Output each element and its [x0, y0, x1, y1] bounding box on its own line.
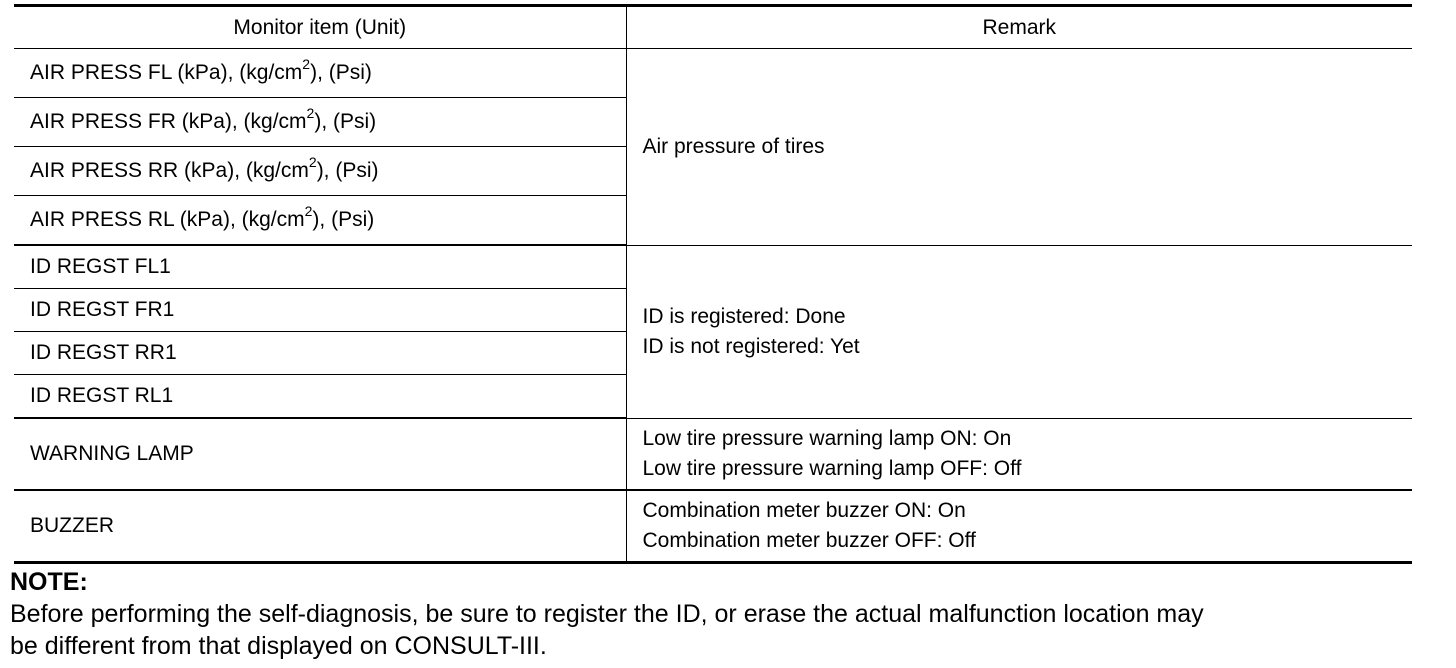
id-regst-fr1-item: ID REGST FR1	[14, 289, 626, 332]
note-line-1: Before performing the self-diagnosis, be sure to register the ID, or erase the actual malfunction location may	[10, 600, 1204, 628]
air-press-fr-item: AIR PRESS FR (kPa), $(kg/cm^2)$, (Psi)	[14, 98, 626, 147]
air-pressure-remark: Air pressure of tires	[626, 49, 1412, 246]
warning-lamp-item: WARNING LAMP	[14, 418, 626, 490]
id-registration-remark	[626, 245, 1412, 418]
monitor-item-table	[14, 4, 1412, 564]
air-press-fl-item: AIR PRESS FL (kPa), $(kg/cm^2)$, (Psi)	[14, 49, 626, 98]
buzzer-off-line: Combination meter buzzer OFF: Off	[642, 529, 976, 552]
id-registered-line: ID is registered: Done	[642, 304, 846, 328]
warning-lamp-off-line: Low tire pressure warning lamp OFF: Off	[642, 456, 1022, 480]
note-title: NOTE:	[10, 568, 88, 596]
buzzer-on-line: Combination meter buzzer ON: On	[642, 499, 966, 522]
warning-lamp-on-line: Low tire pressure warning lamp ON: On	[642, 426, 1012, 450]
note-line-2: be different from that displayed on CONSULT-III.	[10, 632, 547, 660]
air-press-rr-item: AIR PRESS RR (kPa), $(kg/cm^2)$, (Psi)	[14, 147, 626, 196]
table-row	[14, 245, 1412, 289]
air-press-rl-item: AIR PRESS RL (kPa), $(kg/cm^2)$, (Psi)	[14, 196, 626, 246]
warning-lamp-remark	[626, 418, 1412, 490]
table-row	[14, 49, 1412, 98]
table-header-row	[14, 6, 1412, 49]
id-regst-rr1-item: ID REGST RR1	[14, 332, 626, 375]
table-row	[14, 418, 1412, 490]
id-regst-rl1-item: ID REGST RL1	[14, 375, 626, 419]
buzzer-remark	[626, 490, 1412, 563]
id-not-registered-line: ID is not registered: Yet	[642, 334, 860, 358]
header-remark: Remark	[626, 6, 1412, 49]
note-text	[10, 598, 1430, 662]
id-regst-fl1-item: ID REGST FL1	[14, 245, 626, 289]
table-row	[14, 490, 1412, 563]
header-monitor-item: Monitor item (Unit)	[14, 6, 626, 49]
buzzer-item: BUZZER	[14, 490, 626, 563]
